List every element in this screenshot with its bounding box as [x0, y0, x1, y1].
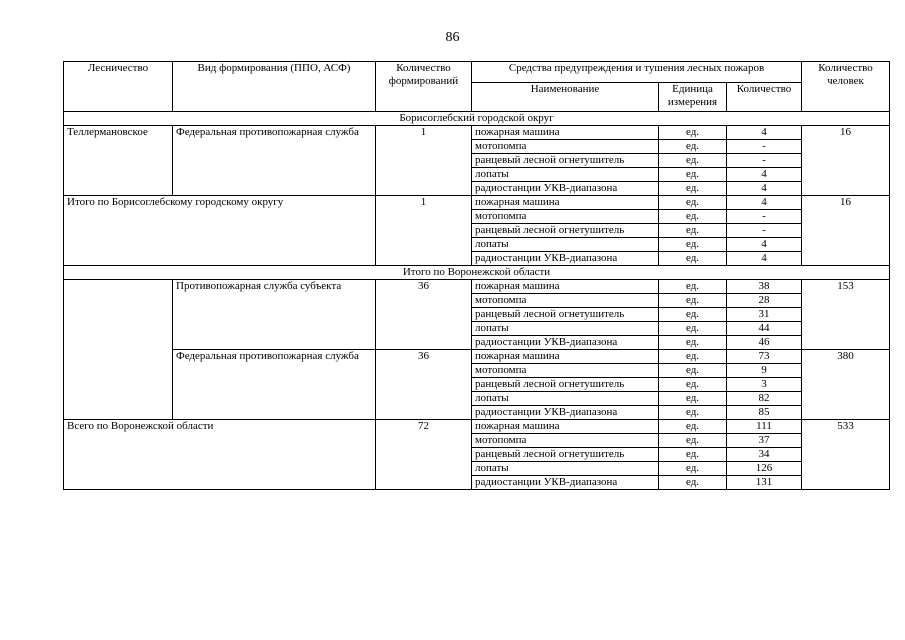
header-name: Наименование [472, 83, 659, 112]
item-qty: 4 [727, 252, 802, 266]
item-unit: ед. [659, 448, 727, 462]
count-cell: 1 [376, 196, 472, 266]
item-unit: ед. [659, 126, 727, 140]
item-name: ранцевый лесной огнетушитель [472, 154, 659, 168]
count-cell: 72 [376, 420, 472, 490]
section-row [64, 112, 890, 126]
item-name: ранцевый лесной огнетушитель [472, 224, 659, 238]
item-name: лопаты [472, 168, 659, 182]
item-unit: ед. [659, 350, 727, 364]
item-name: радиостанции УКВ-диапазона [472, 182, 659, 196]
item-qty: 38 [727, 280, 802, 294]
item-unit: ед. [659, 210, 727, 224]
item-name: пожарная машина [472, 280, 659, 294]
item-unit: ед. [659, 154, 727, 168]
item-qty: 131 [727, 476, 802, 490]
header-quantity: Количество [727, 83, 802, 112]
item-unit: ед. [659, 140, 727, 154]
formation-cell: Федеральная противопожарная служба [173, 126, 376, 196]
item-name: мотопомпа [472, 210, 659, 224]
page-number: 86 [445, 30, 460, 45]
item-unit: ед. [659, 322, 727, 336]
item-name: ранцевый лесной огнетушитель [472, 308, 659, 322]
item-unit: ед. [659, 238, 727, 252]
item-name: пожарная машина [472, 420, 659, 434]
people-cell: 153 [802, 280, 890, 350]
item-qty: 111 [727, 420, 802, 434]
item-qty: 31 [727, 308, 802, 322]
item-unit: ед. [659, 406, 727, 420]
formation-cell: Федеральная противопожарная служба [173, 350, 376, 420]
item-qty: 4 [727, 196, 802, 210]
item-qty: - [727, 224, 802, 238]
item-name: мотопомпа [472, 294, 659, 308]
forestry-cell-empty [64, 280, 173, 420]
item-qty: 3 [727, 378, 802, 392]
item-name: пожарная машина [472, 126, 659, 140]
section-voronezh-total: Итого по Воронежской области [64, 266, 890, 280]
item-unit: ед. [659, 462, 727, 476]
item-qty: 85 [727, 406, 802, 420]
item-qty: 126 [727, 462, 802, 476]
header-formations-count: Количество формирований [376, 62, 472, 112]
item-unit: ед. [659, 476, 727, 490]
item-qty: 9 [727, 364, 802, 378]
item-name: ранцевый лесной огнетушитель [472, 378, 659, 392]
people-cell: 16 [802, 126, 890, 196]
item-unit: ед. [659, 364, 727, 378]
count-cell: 36 [376, 280, 472, 350]
table-row [64, 350, 890, 364]
formation-cell: Противопожарная служба субъекта [173, 280, 376, 350]
header-formation-type: Вид формирования (ППО, АСФ) [173, 62, 376, 112]
item-qty: 4 [727, 238, 802, 252]
item-unit: ед. [659, 252, 727, 266]
item-qty: - [727, 210, 802, 224]
item-unit: ед. [659, 336, 727, 350]
forest-fire-means-table [63, 61, 890, 490]
total-label-cell: Всего по Воронежской области [64, 420, 376, 490]
item-name: радиостанции УКВ-диапазона [472, 406, 659, 420]
item-name: радиостанции УКВ-диапазона [472, 476, 659, 490]
item-qty: 46 [727, 336, 802, 350]
item-name: пожарная машина [472, 350, 659, 364]
item-qty: 44 [727, 322, 802, 336]
item-name: мотопомпа [472, 140, 659, 154]
item-name: лопаты [472, 392, 659, 406]
item-unit: ед. [659, 182, 727, 196]
table-row [64, 126, 890, 140]
item-name: мотопомпа [472, 434, 659, 448]
item-name: лопаты [472, 238, 659, 252]
table-row [64, 196, 890, 210]
table-row [64, 280, 890, 294]
item-unit: ед. [659, 308, 727, 322]
people-cell: 380 [802, 350, 890, 420]
count-cell: 1 [376, 126, 472, 196]
item-name: мотопомпа [472, 364, 659, 378]
item-unit: ед. [659, 280, 727, 294]
item-qty: - [727, 140, 802, 154]
item-unit: ед. [659, 392, 727, 406]
table-row [64, 420, 890, 434]
item-qty: 4 [727, 126, 802, 140]
header-unit: Единица измерения [659, 83, 727, 112]
header-means-group: Средства предупреждения и тушения лесных пожаров [472, 62, 802, 83]
item-name: радиостанции УКВ-диапазона [472, 336, 659, 350]
header-forestry: Лесничество [64, 62, 173, 112]
people-cell: 16 [802, 196, 890, 266]
section-row [64, 266, 890, 280]
item-qty: - [727, 154, 802, 168]
item-unit: ед. [659, 378, 727, 392]
item-unit: ед. [659, 196, 727, 210]
item-unit: ед. [659, 420, 727, 434]
count-cell: 36 [376, 350, 472, 420]
item-name: лопаты [472, 322, 659, 336]
item-qty: 37 [727, 434, 802, 448]
item-unit: ед. [659, 434, 727, 448]
forestry-cell: Теллермановское [64, 126, 173, 196]
item-name: лопаты [472, 462, 659, 476]
header-people-count: Количество человек [802, 62, 890, 112]
item-qty: 34 [727, 448, 802, 462]
item-qty: 28 [727, 294, 802, 308]
item-qty: 73 [727, 350, 802, 364]
people-cell: 533 [802, 420, 890, 490]
item-unit: ед. [659, 224, 727, 238]
section-borisoglebsk: Борисоглебский городской округ [64, 112, 890, 126]
item-unit: ед. [659, 168, 727, 182]
header-row-1 [64, 62, 890, 83]
item-qty: 4 [727, 182, 802, 196]
item-name: ранцевый лесной огнетушитель [472, 448, 659, 462]
item-name: пожарная машина [472, 196, 659, 210]
item-qty: 82 [727, 392, 802, 406]
item-name: радиостанции УКВ-диапазона [472, 252, 659, 266]
item-qty: 4 [727, 168, 802, 182]
item-unit: ед. [659, 294, 727, 308]
total-label-cell: Итого по Борисоглебскому городскому округу [64, 196, 376, 266]
